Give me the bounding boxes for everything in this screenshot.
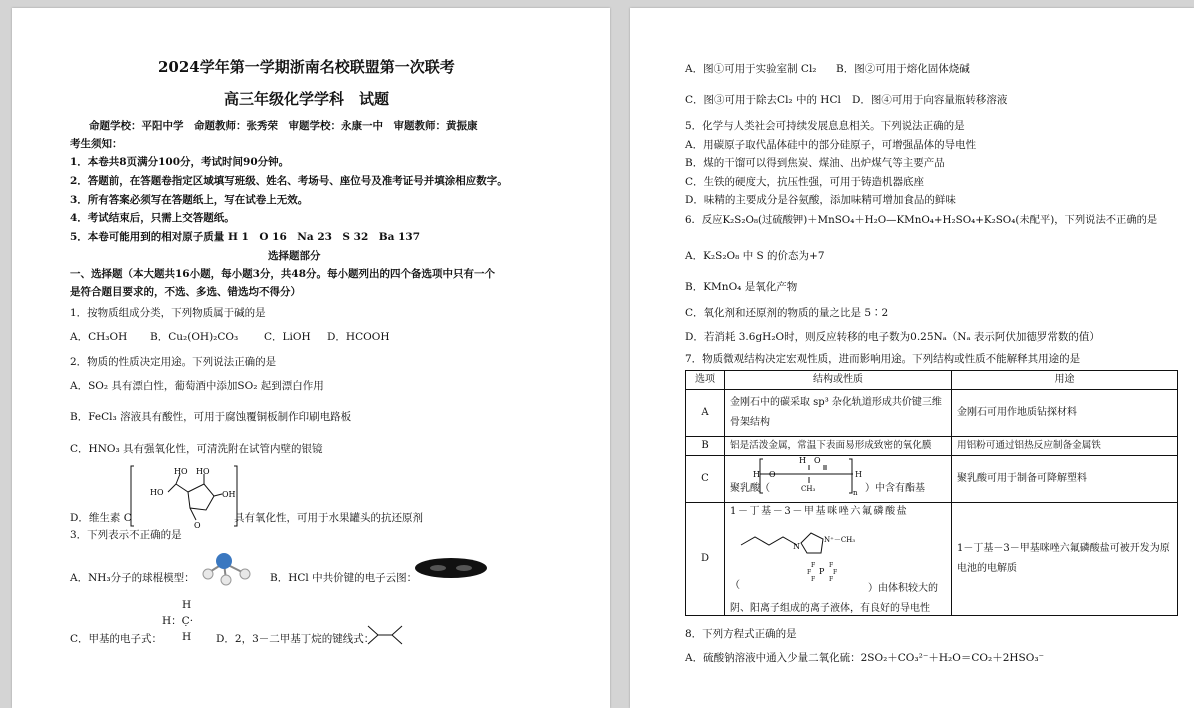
vc-o-label: O <box>194 521 201 530</box>
imidazolium-hexafluorophosphate-icon <box>737 525 887 587</box>
q2-option-d-prefix: D．维生素 C <box>70 512 132 524</box>
q2-option-b: B．FeCl₃ 溶液具有酸性，可用于腐蚀覆铜板制作印刷电路板 <box>70 411 352 423</box>
hcl-electron-cloud-icon <box>414 556 488 580</box>
question-7: 7．物质微观结构决定宏观性质，进而影响用途。下列结构或性质不能解释其用途的是 <box>685 353 1081 365</box>
table-row <box>686 503 1178 616</box>
vc-ho-label-2: HO <box>174 467 188 476</box>
row-b-option: B <box>686 437 725 456</box>
q1-option-d: D．HCOOH <box>327 331 390 343</box>
row-d-structure-title: 1－丁基－3－甲基咪唑六氟磷酸盐 <box>730 506 909 517</box>
ion-f-label: F <box>811 562 816 569</box>
methyl-h-bottom: H <box>182 631 192 643</box>
ion-n1-label: N <box>793 542 800 551</box>
vc-ho-label-1: HO <box>150 488 164 497</box>
section-heading-1: 一、选择题（本大题共16小题，每小题3分，共48分。每小题列出的四个备选项中只有一个 <box>70 268 496 280</box>
table-header-row <box>686 371 1178 390</box>
methyl-h-top: H <box>182 599 192 611</box>
q5-option-c: C．生铁的硬度大，抗压性强，可用于铸造机器底座 <box>685 176 925 188</box>
question-3: 3．下列表示不正确的是 <box>70 529 182 541</box>
q6-option-d: D．若消耗 3.6gH₂O时，则反应转移的电子数为0.25Nₐ（Nₐ 表示阿伏加德罗常数的值） <box>685 331 1100 343</box>
svg-text:H: H <box>855 470 862 479</box>
pla-ch3-label: CH₃ <box>801 485 816 493</box>
q1-option-c: C．LiOH <box>264 331 311 343</box>
row-d-structure-tail: ）由体积较大的阴、阳离子组成的离子液体，有良好的导电性 <box>730 583 938 614</box>
row-b-structure: 铝是活泼金属，常温下表面易形成致密的氧化膜 <box>725 437 952 456</box>
dimethylbutane-skeletal-icon <box>366 624 404 646</box>
svg-text:F: F <box>829 562 834 569</box>
section-heading-2: 是符合题目要求的，不选、多选、错选均不得分） <box>70 286 301 298</box>
svg-text:F: F <box>833 569 838 576</box>
question-5: 5．化学与人类社会可持续发展息息相关。下列说法正确的是 <box>685 120 965 132</box>
ion-p-label: P <box>819 567 825 576</box>
question-2: 2．物质的性质决定用途。下列说法正确的是 <box>70 356 277 368</box>
svg-text:F: F <box>811 576 816 583</box>
row-b-use: 用铝粉可通过铝热反应制备金属铁 <box>952 437 1178 456</box>
row-a-option: A <box>686 390 725 437</box>
ion-n2-label: N⁺－CH₃ <box>824 536 856 544</box>
nh3-ball-stick-model-icon <box>200 549 256 585</box>
notice-2: 2．答题前，在答题卷指定区域填写班级、姓名、考场号、座位号及准考证号并填涂相应数字。 <box>70 175 508 187</box>
svg-text:F: F <box>829 576 834 583</box>
q3-option-d: D．2，3－二甲基丁烷的键线式： <box>216 633 375 645</box>
row-c-structure <box>725 456 952 503</box>
q6-option-b: B．KMnO₄ 是氧化产物 <box>685 281 798 293</box>
pla-n-label: n <box>853 489 858 497</box>
authors-line: 命题学校：平阳中学 命题教师：张秀荣 审题学校：永康一中 审题教师：黄振康 <box>89 120 478 132</box>
vc-oh-label: OH <box>222 490 236 499</box>
exam-title: 2024学年第一学期浙南名校联盟第一次联考 <box>158 58 455 76</box>
notice-4: 4．考试结束后，只需上交答题纸。 <box>70 212 235 224</box>
q5-option-a: A．用碳原子取代晶体硅中的部分硅原子，可增强晶体的导电性 <box>685 139 977 151</box>
notice-3: 3．所有答案必须写在答题纸上，写在试卷上无效。 <box>70 194 309 206</box>
notice-1: 1．本卷共8页满分100分，考试时间90分钟。 <box>70 156 290 168</box>
part-title: 选择题部分 <box>268 250 321 262</box>
q2-option-c: C．HNO₃ 具有强氧化性，可清洗附在试管内壁的银镜 <box>70 443 323 455</box>
table-row <box>686 390 1178 437</box>
q5-option-b: B．煤的干馏可以得到焦炭、煤油、出炉煤气等主要产品 <box>685 157 945 169</box>
row-c-option: C <box>686 456 725 503</box>
q2-option-a: A．SO₂ 具有漂白性，葡萄酒中添加SO₂ 起到漂白作用 <box>70 380 324 392</box>
q6-option-a: A．K₂S₂O₈ 中 S 的价态为+7 <box>685 250 825 262</box>
q1-option-b: B．Cu₂(OH)₂CO₃ <box>150 331 239 343</box>
vitamin-c-structure-icon <box>130 464 238 530</box>
notice-heading: 考生须知： <box>70 138 123 150</box>
exam-subtitle: 高三年级化学学科 试题 <box>224 90 390 108</box>
question-1: 1．按物质组成分类，下列物质属于碱的是 <box>70 307 266 319</box>
pla-h-label: H <box>753 470 760 479</box>
notice-5: 5．本卷可能用到的相对原子质量 H 1 O 16 Na 23 S 32 Ba 137 <box>70 231 421 243</box>
row-c-structure-prefix: 聚乳酸（ <box>730 483 770 494</box>
row-c-use: 聚乳酸可用于制备可降解塑料 <box>952 456 1178 503</box>
q1-option-a: A．CH₃OH <box>70 331 128 343</box>
svg-text:F: F <box>807 569 812 576</box>
pla-top-label: H O <box>799 456 821 465</box>
header-use: 用途 <box>952 371 1178 390</box>
row-d-structure: 1－丁基－3－甲基咪唑六氟磷酸盐 N N⁺－CH₃ P F F F F F F （ ）由体积较大的阴、阳离子组成的离子液体，有良好的导电性 <box>725 503 952 616</box>
table-row <box>686 456 1178 503</box>
row-c-structure-suffix: ）中含有酯基 <box>865 483 925 494</box>
row-d-use: 1－丁基－3－甲基咪唑六氟磷酸盐可被开发为原电池的电解质 <box>952 503 1178 616</box>
table-row <box>686 437 1178 456</box>
question-6: 6．反应K₂S₂O₈(过硫酸钾)＋MnSO₄＋H₂O—KMnO₄+H₂SO₄+K₂SO₄(未配平)，下列说法不正确的是 <box>685 214 1158 226</box>
q3-option-a: A．NH₃分子的球棍模型： <box>70 572 195 584</box>
q4-option-a: A．图①可用于实验室制 Cl₂ <box>685 63 817 75</box>
q4-option-c: C．图③可用于除去Cl₂ 中的 HCl <box>685 94 841 106</box>
q4-option-d: D．图④可用于向容量瓶转移溶液 <box>852 94 1008 106</box>
page-right <box>630 8 1194 708</box>
pla-o-label: O <box>769 470 776 479</box>
q3-option-c: C．甲基的电子式： <box>70 633 163 645</box>
vc-ho-label-3: HO <box>196 467 210 476</box>
q5-option-d: D．味精的主要成分是谷氨酸，添加味精可增加食品的鲜味 <box>685 194 956 206</box>
q7-options-table <box>685 370 1178 616</box>
q6-option-c: C．氧化剂和还原剂的物质的量之比是 5∶2 <box>685 307 889 319</box>
row-a-structure: 金刚石中的碳采取 sp³ 杂化轨道形成共价键三维骨架结构 <box>725 390 952 437</box>
row-a-use: 金刚石可用作地质钻探材料 <box>952 390 1178 437</box>
header-option: 选项 <box>686 371 725 390</box>
q3-option-b: B．HCl 中共价键的电子云图： <box>270 572 418 584</box>
methyl-h-c-row: H：C̣· <box>162 615 194 627</box>
page-left <box>12 8 610 708</box>
header-structure: 结构或性质 <box>725 371 952 390</box>
question-8: 8．下列方程式正确的是 <box>685 628 797 640</box>
q8-option-a: A．硫酸钠溶液中通入少量二氧化硫：2SO₂＋CO₃²⁻＋H₂O＝CO₂＋2HSO₃⁻ <box>685 652 1045 664</box>
q2-option-d-suffix: 具有氧化性，可用于水果罐头的抗还原剂 <box>234 512 423 524</box>
q4-option-b: B．图②可用于熔化固体烧碱 <box>836 63 970 75</box>
row-d-option: D <box>686 503 725 616</box>
